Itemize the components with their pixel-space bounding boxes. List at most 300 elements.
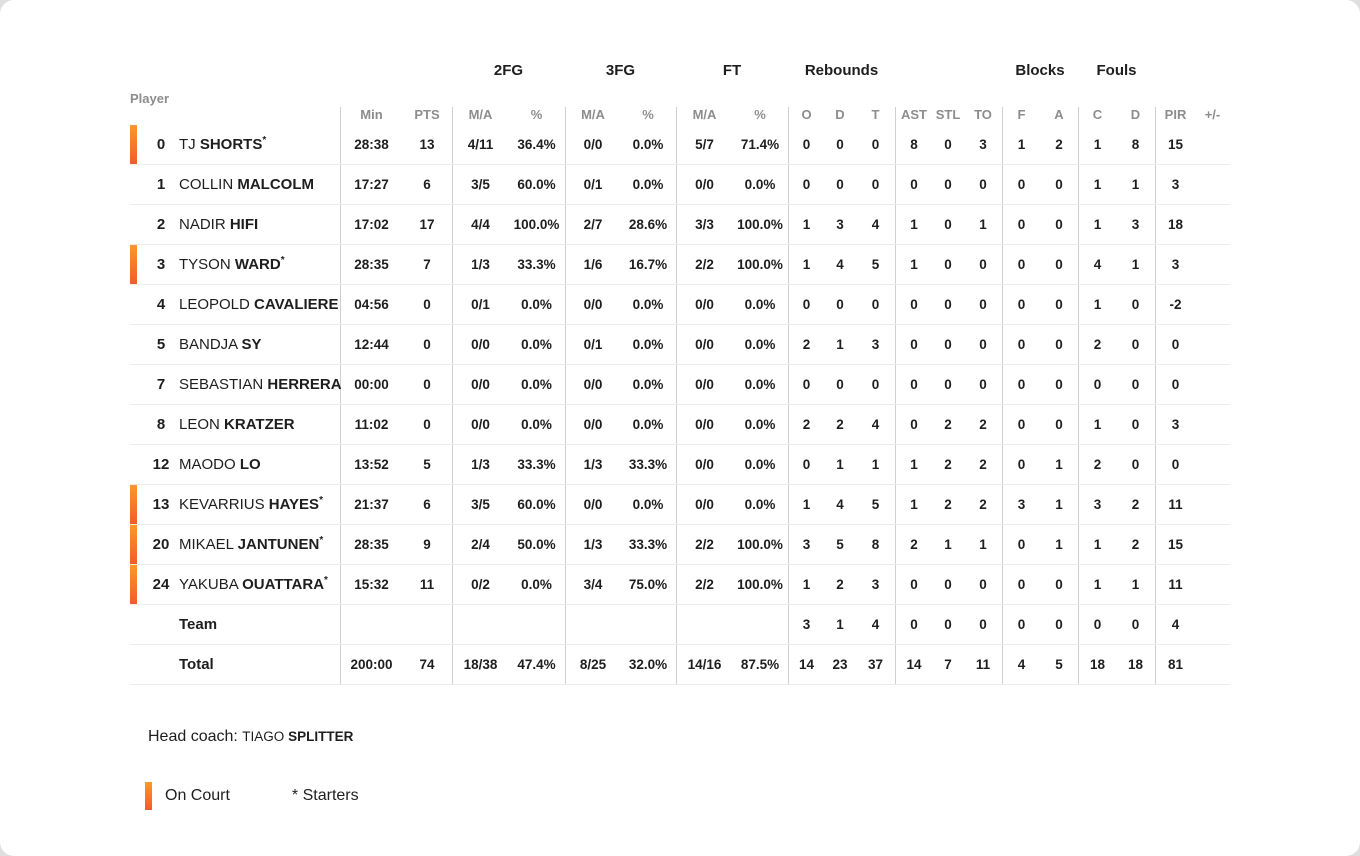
on-court-bar (130, 525, 137, 564)
stat-to: 0 (979, 177, 987, 192)
stat-blocks-f: 1 (1002, 125, 1040, 164)
stat-ft-ma (676, 605, 732, 644)
group-header-row (130, 55, 1230, 85)
stat-2fg-pct: 60.0% (517, 497, 556, 512)
player-cell (130, 645, 340, 684)
stat-fouls-c: 3 (1078, 485, 1116, 524)
stat-fouls-d: 0 (1131, 457, 1140, 472)
stat-pts: 17 (419, 217, 435, 232)
stat-fouls-d: 0 (1131, 377, 1140, 392)
stat-2fg-ma: 4/4 (452, 205, 508, 244)
stat-ft-ma: 14/16 (676, 645, 732, 684)
stat-min: 28:35 (340, 245, 402, 284)
stat-reb-o: 0 (788, 165, 824, 204)
stat-plusminus (1195, 565, 1230, 604)
stat-2fg-ma: 0/0 (452, 325, 508, 364)
stat-pts: 0 (423, 297, 431, 312)
stat-min: 17:27 (340, 165, 402, 204)
stat-fouls-d: 0 (1131, 617, 1140, 632)
stat-reb-d: 4 (836, 497, 844, 512)
stat-2fg-pct: 33.3% (517, 457, 556, 472)
stat-blocks-a: 0 (1055, 217, 1063, 232)
stat-reb-t: 4 (871, 617, 880, 632)
stat-2fg-pct: 0.0% (521, 377, 552, 392)
player-name: KEVARRIUS HAYES* (179, 495, 323, 513)
player-name: Total (179, 656, 214, 673)
stat-3fg-pct: 16.7% (628, 257, 668, 272)
stat-min: 13:52 (340, 445, 402, 484)
stat-to: 1 (979, 537, 987, 552)
summary-row (130, 605, 1230, 645)
stat-blocks-a: 1 (1055, 457, 1063, 472)
stat-3fg-pct: 0.0% (632, 417, 664, 432)
player-name: YAKUBA OUATTARA* (179, 575, 328, 593)
column-header-reb-o: O (788, 107, 824, 125)
player-cell (130, 445, 340, 484)
stat-2fg-pct: 100.0% (513, 217, 560, 232)
stat-stl: 2 (944, 457, 952, 472)
stat-ft-pct (732, 605, 788, 644)
stat-pir: -2 (1155, 285, 1195, 324)
player-cell (130, 365, 340, 404)
stat-to: 3 (979, 137, 987, 152)
stat-reb-t: 0 (871, 177, 880, 192)
stat-reb-t: 0 (871, 137, 880, 152)
stat-fouls-c: 2 (1078, 445, 1116, 484)
player-name: MIKAEL JANTUNEN* (179, 535, 324, 553)
stat-stl: 2 (944, 417, 952, 432)
on-court-bar (130, 565, 137, 604)
stat-reb-o: 1 (788, 245, 824, 284)
player-number: 8 (156, 416, 166, 433)
player-name: LEON KRATZER (179, 416, 295, 433)
starter-asterisk: * (319, 495, 323, 506)
stat-reb-t: 3 (871, 337, 880, 352)
player-cell (130, 325, 340, 364)
stat-plusminus (1195, 245, 1230, 284)
group-header-3fg: 3FG (605, 61, 636, 79)
stat-pir: 3 (1155, 245, 1195, 284)
stat-stl: 0 (944, 217, 952, 232)
stat-to: 0 (979, 297, 987, 312)
stat-blocks-f: 0 (1002, 165, 1040, 204)
player-number: 3 (156, 256, 166, 273)
stat-min: 28:35 (340, 525, 402, 564)
stat-3fg-ma: 1/3 (565, 525, 620, 564)
stat-ft-pct: 71.4% (740, 137, 780, 152)
stat-reb-d: 0 (836, 137, 844, 152)
stat-pir: 11 (1155, 485, 1195, 524)
stat-plusminus (1195, 165, 1230, 204)
column-header-ast: AST (895, 107, 932, 125)
column-header-fouls-c: C (1078, 107, 1116, 125)
stat-ft-pct: 100.0% (737, 537, 783, 552)
stat-fouls-d: 0 (1131, 297, 1140, 312)
stat-ft-pct: 0.0% (744, 497, 776, 512)
player-cell (130, 525, 340, 564)
stat-reb-d: 2 (836, 417, 844, 432)
stat-3fg-ma: 0/0 (565, 485, 620, 524)
stat-3fg-pct: 28.6% (628, 217, 668, 232)
stat-ft-pct: 100.0% (737, 257, 783, 272)
stat-ast: 1 (895, 485, 932, 524)
stat-stl: 2 (944, 497, 952, 512)
player-name: BANDJA SY (179, 336, 262, 353)
stat-blocks-f: 0 (1002, 565, 1040, 604)
stat-stl: 0 (944, 297, 952, 312)
stat-reb-o: 3 (788, 525, 824, 564)
stat-stl: 7 (944, 657, 952, 672)
starter-asterisk: * (280, 255, 285, 266)
stat-plusminus (1195, 365, 1230, 404)
stat-3fg-ma: 8/25 (565, 645, 620, 684)
stat-min: 28:38 (340, 125, 402, 164)
column-header-blocks-f: F (1002, 107, 1040, 125)
stat-to: 0 (979, 617, 987, 632)
player-cell (130, 405, 340, 444)
player-name: COLLIN MALCOLM (179, 176, 315, 193)
stat-3fg-pct: 0.0% (632, 177, 664, 192)
stat-reb-t: 4 (871, 417, 880, 432)
stat-pir: 11 (1155, 565, 1195, 604)
legend (145, 782, 1360, 810)
stat-blocks-f: 0 (1002, 245, 1040, 284)
stat-ast: 14 (895, 645, 932, 684)
player-cell (130, 485, 340, 524)
stat-ft-pct: 0.0% (744, 297, 776, 312)
stat-stl: 0 (944, 617, 952, 632)
stat-3fg-ma: 2/7 (565, 205, 620, 244)
on-court-legend-bar (145, 782, 152, 810)
stat-pts (402, 605, 452, 644)
stat-reb-d: 2 (836, 577, 844, 592)
stat-reb-d: 0 (836, 297, 844, 312)
stat-blocks-a: 2 (1055, 137, 1063, 152)
stat-ft-pct: 0.0% (744, 417, 776, 432)
stat-fouls-d: 0 (1131, 417, 1140, 432)
column-header-player: Player (130, 91, 170, 106)
stat-pts: 0 (423, 337, 431, 352)
on-court-bar (130, 245, 137, 284)
stat-fouls-c: 1 (1078, 565, 1116, 604)
table-row[interactable] (130, 325, 1230, 365)
table-row[interactable] (130, 365, 1230, 405)
column-header-blocks-a: A (1054, 107, 1064, 122)
stat-reb-t: 8 (871, 537, 880, 552)
table-row[interactable] (130, 245, 1230, 285)
stat-fouls-c: 1 (1078, 205, 1116, 244)
stat-ft-ma: 0/0 (676, 445, 732, 484)
stat-pir: 0 (1155, 365, 1195, 404)
stat-stl: 0 (944, 137, 952, 152)
stat-reb-d: 5 (836, 537, 844, 552)
stat-2fg-pct: 50.0% (517, 537, 556, 552)
player-number: 0 (156, 136, 166, 153)
stat-ast: 0 (895, 285, 932, 324)
stat-ast: 2 (895, 525, 932, 564)
stat-reb-o: 1 (788, 485, 824, 524)
stat-blocks-f: 0 (1002, 445, 1040, 484)
stat-reb-o: 0 (788, 125, 824, 164)
stat-ft-pct: 100.0% (737, 577, 783, 592)
stat-blocks-f: 4 (1002, 645, 1040, 684)
legend-starters-label: * Starters (291, 787, 359, 804)
table-row[interactable] (130, 125, 1230, 165)
table-body (130, 125, 1230, 685)
player-number: 7 (156, 376, 166, 393)
stat-plusminus (1195, 285, 1230, 324)
column-header-ft-pct: % (754, 107, 766, 122)
stat-3fg-ma: 0/0 (565, 125, 620, 164)
stat-3fg-pct: 75.0% (628, 577, 668, 592)
stat-fouls-d: 2 (1131, 497, 1140, 512)
stat-ast: 8 (895, 125, 932, 164)
player-cell (130, 565, 340, 604)
player-number: 12 (152, 456, 170, 473)
stat-fouls-d: 3 (1131, 217, 1140, 232)
stat-blocks-a: 0 (1055, 257, 1063, 272)
stat-min: 200:00 (340, 645, 402, 684)
player-name: MAODO LO (179, 456, 261, 473)
player-cell (130, 165, 340, 204)
stat-pir: 0 (1155, 445, 1195, 484)
starter-asterisk: * (319, 535, 324, 546)
stat-fouls-d: 1 (1131, 257, 1140, 272)
stat-blocks-a: 5 (1055, 657, 1063, 672)
player-number: 1 (156, 176, 166, 193)
box-score-table (130, 55, 1230, 685)
player-number: 4 (156, 296, 166, 313)
stat-2fg-pct: 0.0% (521, 337, 552, 352)
stat-blocks-a: 0 (1055, 417, 1063, 432)
stat-plusminus (1195, 525, 1230, 564)
stat-3fg-pct: 32.0% (628, 657, 668, 672)
stat-ast: 0 (895, 365, 932, 404)
stat-to: 0 (979, 377, 987, 392)
group-header-ft: FT (722, 61, 742, 79)
stat-ast: 0 (895, 405, 932, 444)
stat-3fg-ma: 0/0 (565, 365, 620, 404)
stat-3fg-pct: 0.0% (632, 297, 664, 312)
stat-ft-ma: 0/0 (676, 365, 732, 404)
player-cell (130, 285, 340, 324)
stat-stl: 1 (944, 537, 952, 552)
table-row[interactable] (130, 565, 1230, 605)
player-name: TJ SHORTS* (179, 135, 267, 153)
stat-pts: 0 (423, 417, 431, 432)
stat-plusminus (1195, 205, 1230, 244)
stat-pts: 7 (423, 257, 431, 272)
stat-blocks-f: 0 (1002, 205, 1040, 244)
player-cell (130, 605, 340, 644)
stat-ft-ma: 0/0 (676, 405, 732, 444)
stat-plusminus (1195, 405, 1230, 444)
stat-fouls-c: 4 (1078, 245, 1116, 284)
stat-pir: 0 (1155, 325, 1195, 364)
column-header-reb-t: T (871, 107, 880, 122)
player-number: 5 (156, 336, 166, 353)
stat-2fg-pct: 36.4% (517, 137, 556, 152)
stat-ast: 1 (895, 445, 932, 484)
table-row[interactable] (130, 165, 1230, 205)
stat-reb-t: 37 (867, 657, 884, 672)
stat-3fg-pct: 33.3% (628, 457, 668, 472)
stat-reb-o: 0 (788, 445, 824, 484)
stat-2fg-ma: 1/3 (452, 445, 508, 484)
stat-min: 11:02 (340, 405, 402, 444)
column-header-ft-ma: M/A (676, 107, 732, 125)
stat-pts: 6 (423, 177, 431, 192)
stat-2fg-ma: 0/1 (452, 285, 508, 324)
stat-reb-o: 3 (788, 605, 824, 644)
stat-blocks-f: 0 (1002, 285, 1040, 324)
stat-pts: 0 (423, 377, 431, 392)
player-number: 13 (152, 496, 170, 513)
stat-stl: 0 (944, 377, 952, 392)
group-header-fouls: Fouls (1096, 61, 1137, 79)
stat-reb-d: 3 (836, 217, 844, 232)
stat-3fg-pct: 0.0% (632, 377, 664, 392)
stat-plusminus (1195, 445, 1230, 484)
stat-blocks-f: 0 (1002, 525, 1040, 564)
stat-blocks-a: 1 (1055, 537, 1063, 552)
stat-pts: 5 (423, 457, 431, 472)
stat-pts: 74 (419, 657, 435, 672)
table-row[interactable] (130, 405, 1230, 445)
stat-to: 11 (975, 657, 991, 672)
stat-2fg-ma: 4/11 (452, 125, 508, 164)
group-header-2fg: 2FG (493, 61, 524, 79)
stat-2fg-ma: 0/0 (452, 405, 508, 444)
stat-ast: 1 (895, 205, 932, 244)
stat-blocks-f: 3 (1002, 485, 1040, 524)
stat-reb-d: 4 (836, 257, 844, 272)
stat-to: 0 (979, 577, 987, 592)
stat-min: 15:32 (340, 565, 402, 604)
stat-reb-o: 0 (788, 285, 824, 324)
table-row[interactable] (130, 445, 1230, 485)
column-header-reb-d: D (835, 107, 845, 122)
stat-2fg-ma: 0/0 (452, 365, 508, 404)
player-name: LEOPOLD CAVALIERE (179, 296, 339, 313)
stat-reb-t: 4 (871, 217, 880, 232)
stat-reb-d: 1 (836, 457, 844, 472)
stat-min (340, 605, 402, 644)
player-name: TYSON WARD* (179, 255, 285, 273)
player-number: 24 (152, 576, 170, 593)
stat-3fg-ma: 0/1 (565, 325, 620, 364)
stat-reb-d: 23 (832, 657, 848, 672)
player-cell (130, 205, 340, 244)
table-row[interactable] (130, 525, 1230, 565)
stat-2fg-ma (452, 605, 508, 644)
stat-reb-d: 0 (836, 177, 844, 192)
stat-reb-o: 2 (788, 325, 824, 364)
stat-2fg-ma: 1/3 (452, 245, 508, 284)
table-row[interactable] (130, 285, 1230, 325)
stat-ft-pct: 100.0% (737, 217, 783, 232)
stat-to: 0 (979, 337, 987, 352)
group-header-blocks: Blocks (1015, 61, 1065, 79)
stat-3fg-pct: 0.0% (632, 497, 664, 512)
stat-fouls-c: 2 (1078, 325, 1116, 364)
stat-ast: 0 (895, 165, 932, 204)
column-header-min: Min (340, 107, 402, 125)
stat-to: 2 (979, 457, 987, 472)
stat-ft-ma: 0/0 (676, 485, 732, 524)
column-header-fouls-d: D (1130, 107, 1141, 122)
table-row[interactable] (130, 205, 1230, 245)
stat-2fg-pct: 0.0% (521, 577, 552, 592)
stat-fouls-c: 1 (1078, 125, 1116, 164)
stat-2fg-pct: 33.3% (517, 257, 556, 272)
stat-blocks-a: 0 (1055, 297, 1063, 312)
coach-last-name: SPLITTER (288, 729, 354, 744)
stat-ft-ma: 2/2 (676, 245, 732, 284)
player-number: 20 (152, 536, 170, 553)
head-coach-label: Head coach: (148, 728, 238, 745)
stat-3fg-ma: 0/0 (565, 285, 620, 324)
player-name: Team (179, 616, 218, 633)
stat-fouls-c: 0 (1078, 605, 1116, 644)
stat-reb-d: 1 (836, 617, 844, 632)
stat-fouls-c: 0 (1078, 365, 1116, 404)
stat-plusminus (1195, 125, 1230, 164)
stat-3fg-ma (565, 605, 620, 644)
column-header-plusminus: +/- (1204, 107, 1221, 122)
stat-2fg-pct: 60.0% (517, 177, 556, 192)
starter-asterisk: * (324, 575, 328, 586)
stat-stl: 0 (944, 337, 952, 352)
stat-ast: 0 (895, 565, 932, 604)
stat-to: 2 (979, 497, 987, 512)
coach-first-name: TIAGO (242, 729, 285, 744)
stat-reb-t: 3 (871, 577, 880, 592)
stat-blocks-a: 0 (1055, 377, 1063, 392)
stat-2fg-pct: 0.0% (521, 417, 552, 432)
stat-2fg-ma: 0/2 (452, 565, 508, 604)
player-name: NADIR HIFI (179, 216, 259, 233)
stat-ft-ma: 0/0 (676, 285, 732, 324)
stat-reb-d: 0 (836, 377, 844, 392)
stat-blocks-a: 1 (1055, 497, 1063, 512)
stat-min: 12:44 (340, 325, 402, 364)
stat-reb-o: 14 (788, 645, 824, 684)
stat-to: 2 (979, 417, 987, 432)
column-header-to: TO (974, 107, 992, 122)
stat-pts: 13 (419, 137, 435, 152)
stat-fouls-d: 8 (1131, 137, 1140, 152)
stat-min: 04:56 (340, 285, 402, 324)
stat-2fg-pct: 0.0% (521, 297, 552, 312)
stat-plusminus (1195, 605, 1230, 644)
on-court-bar (130, 125, 137, 164)
stat-reb-t: 0 (871, 297, 880, 312)
stat-reb-o: 0 (788, 365, 824, 404)
starter-asterisk: * (262, 135, 267, 146)
stat-ft-ma: 5/7 (676, 125, 732, 164)
stat-3fg-ma: 3/4 (565, 565, 620, 604)
stat-plusminus (1195, 645, 1230, 684)
stat-to: 1 (979, 217, 987, 232)
stat-ft-pct: 0.0% (744, 457, 776, 472)
stat-pir: 15 (1155, 525, 1195, 564)
table-row[interactable] (130, 485, 1230, 525)
stat-2fg-pct (508, 605, 565, 644)
stat-pts: 9 (423, 537, 431, 552)
stat-fouls-d: 18 (1127, 657, 1144, 672)
stat-fouls-d: 0 (1131, 337, 1140, 352)
